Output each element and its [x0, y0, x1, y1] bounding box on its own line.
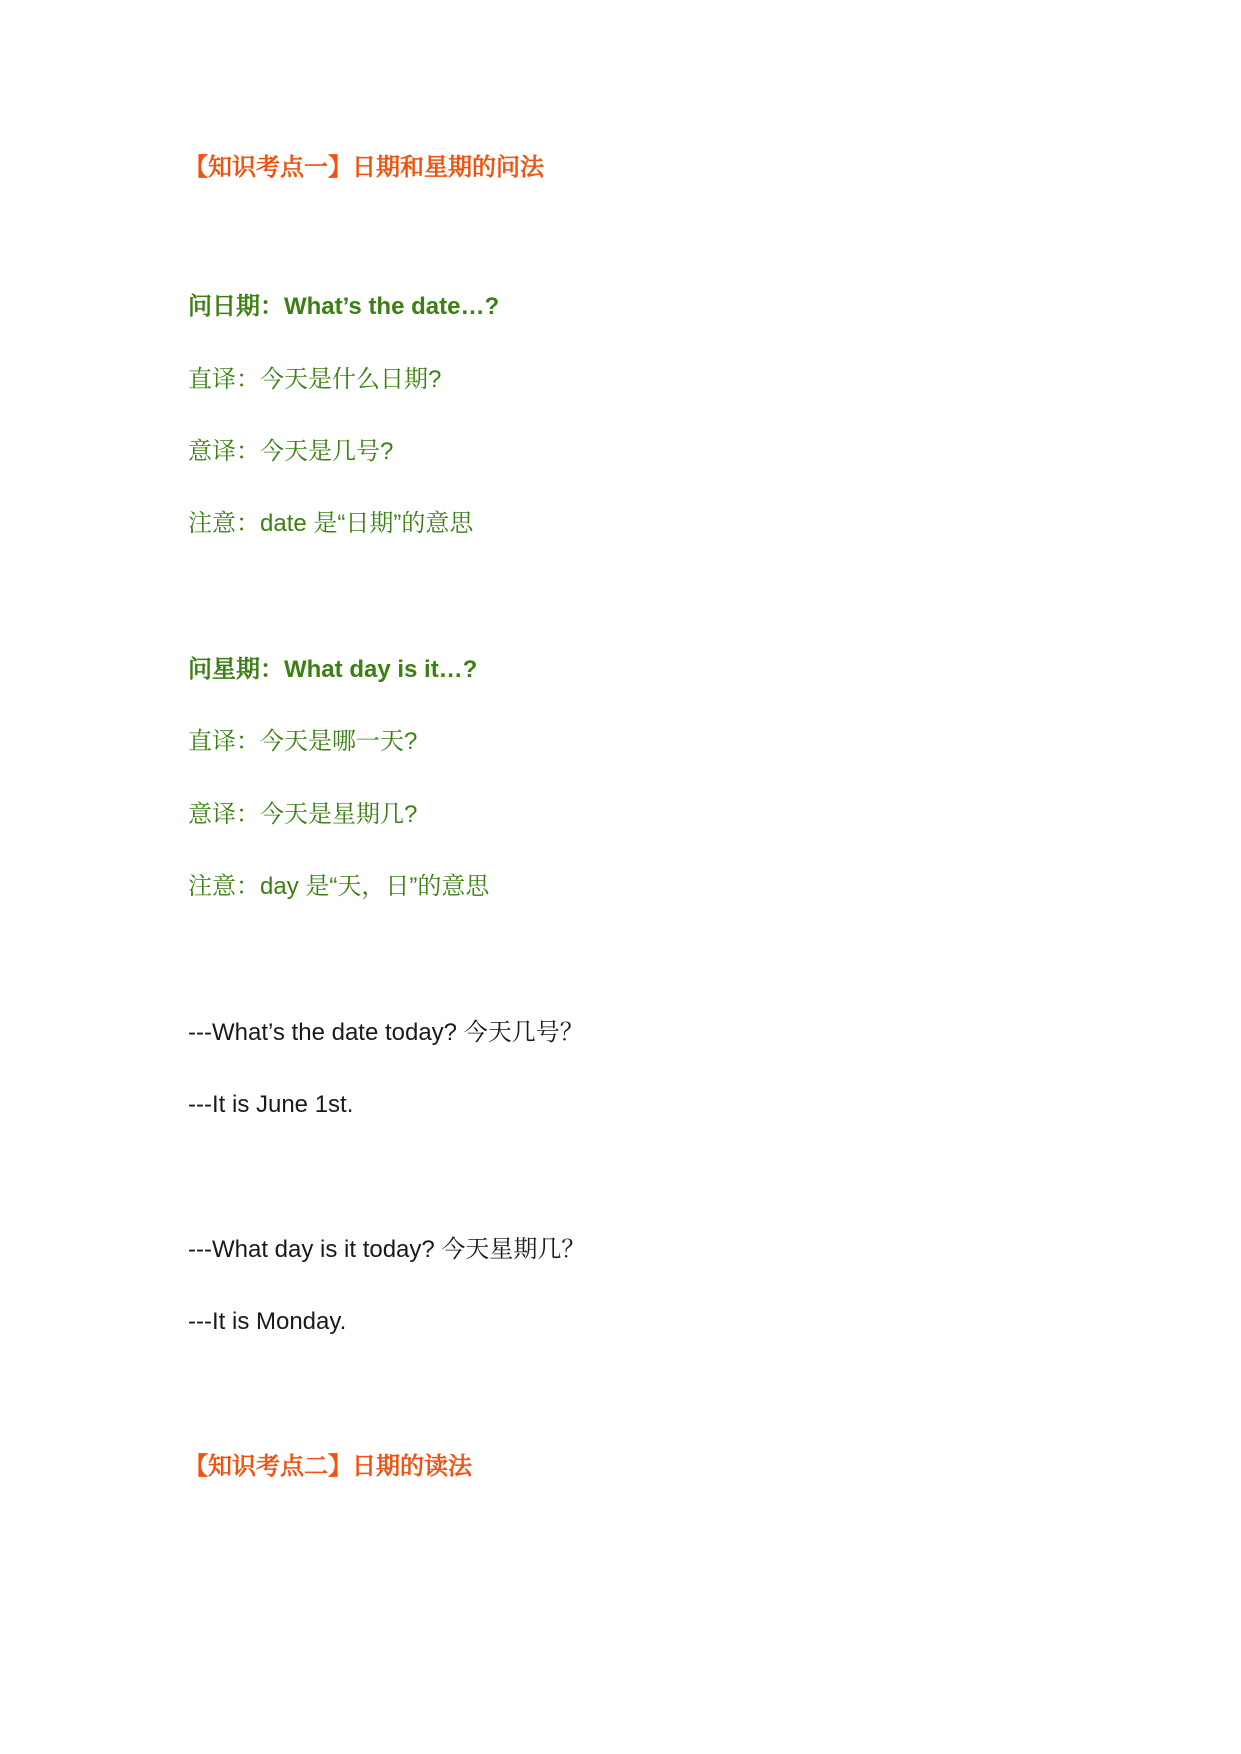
- day-literal-translation: 直译：今天是哪一天?: [188, 728, 418, 755]
- date-note: 注意：date 是“日期”的意思: [188, 510, 474, 537]
- day-question-title: 问星期：What day is it…?: [188, 656, 478, 683]
- section-heading-1: 【知识考点一】日期和星期的问法: [184, 154, 544, 181]
- dialog-1-answer: ---It is June 1st.: [188, 1091, 354, 1118]
- date-literal-translation: 直译：今天是什么日期?: [188, 366, 442, 393]
- date-question-title: 问日期：What’s the date…?: [188, 293, 500, 320]
- dialog-2-question: ---What day is it today? 今天星期几？: [188, 1236, 586, 1263]
- day-free-translation: 意译：今天是星期几?: [188, 801, 418, 828]
- section-heading-2: 【知识考点二】日期的读法: [184, 1453, 472, 1480]
- dialog-1-question: ---What’s the date today? 今天几号？: [188, 1019, 584, 1046]
- dialog-2-answer: ---It is Monday.: [188, 1308, 347, 1335]
- day-note: 注意：day 是“天，日”的意思: [188, 873, 490, 900]
- date-free-translation: 意译：今天是几号?: [188, 438, 394, 465]
